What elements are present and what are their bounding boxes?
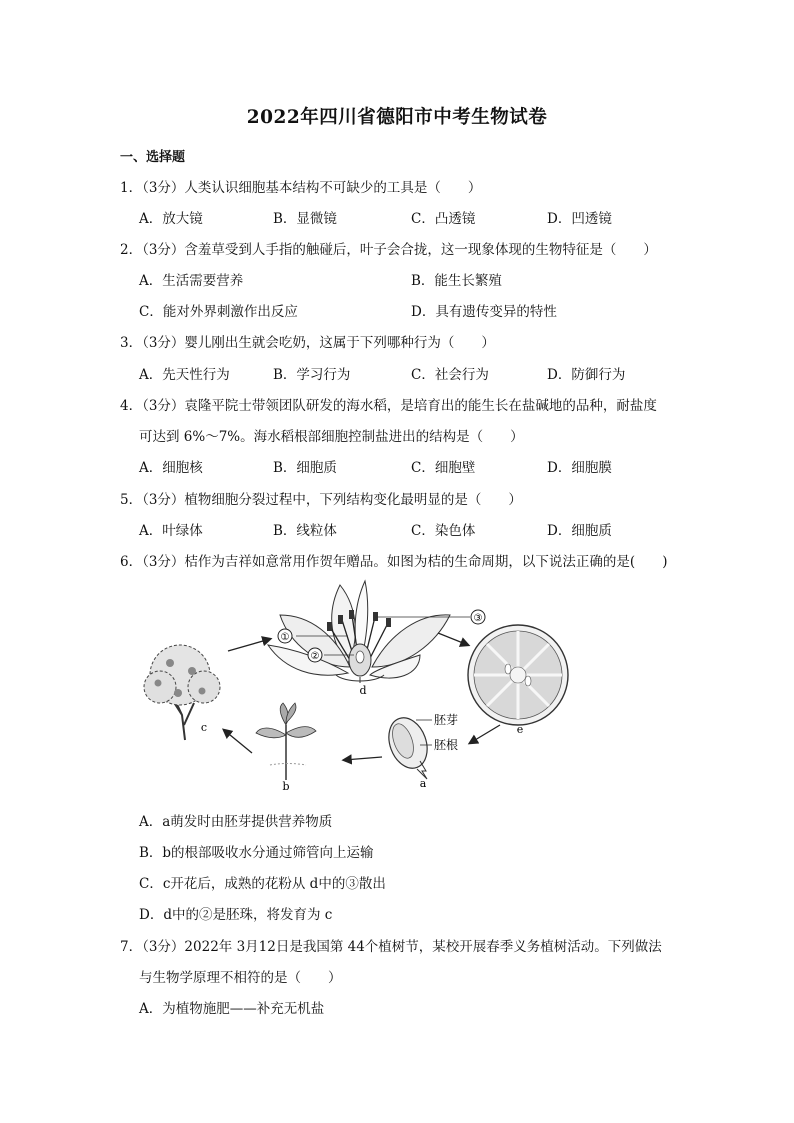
q2-option-d: D．具有遗传变异的特性: [411, 304, 557, 320]
question-1-stem: 1．（3分）人类认识细胞基本结构不可缺少的工具是（ ）: [120, 180, 482, 196]
q5-option-a: A．叶绿体: [139, 523, 203, 539]
label-c: c: [200, 721, 208, 734]
section-heading: 一、选择题: [120, 150, 186, 165]
arrow-e-to-a: [470, 725, 500, 743]
q6-option-b: B．b的根部吸收水分通过筛管向上运输: [139, 845, 374, 861]
arrow-c-to-d: [228, 639, 270, 651]
q5-option-c: C．染色体: [411, 523, 476, 539]
q2-option-c: C．能对外界刺激作出反应: [139, 304, 298, 320]
q1-option-a: A．放大镜: [139, 211, 203, 227]
label-e: e: [516, 723, 524, 736]
q7-option-a: A．为植物施肥——补充无机盐: [139, 1001, 325, 1017]
q3-option-c: C．社会行为: [411, 367, 489, 383]
q4-option-d: D．细胞膜: [547, 460, 612, 476]
q6-option-c: C．c开花后，成熟的花粉从 d中的③散出: [139, 876, 386, 892]
life-cycle-figure: [120, 575, 680, 800]
q3-option-a: A．先天性行为: [139, 367, 230, 383]
q4-option-b: B．细胞质: [273, 460, 337, 476]
q6-option-a: A．a萌发时由胚芽提供营养物质: [139, 814, 333, 830]
q4-option-c: C．细胞壁: [411, 460, 476, 476]
q5-option-d: D．细胞质: [547, 523, 612, 539]
label-a: a: [419, 777, 427, 790]
question-7-stem-line1: 7．（3分）2022年 3月12日是我国第 44个植树节，某校开展春季义务植树活动。下列做法: [120, 939, 662, 955]
label-radicle: 胚根: [434, 738, 459, 752]
question-4-stem-line2: 可达到 6%～7%。海水稻根部细胞控制盐进出的结构是（ ）: [139, 429, 524, 445]
q1-option-c: C．凸透镜: [411, 211, 476, 227]
label-b: b: [282, 780, 290, 793]
arrow-d-to-e: [438, 633, 468, 645]
label-d: d: [359, 684, 367, 697]
q2-option-a: A．生活需要营养: [139, 273, 244, 289]
question-6-stem: 6．（3分）桔作为吉祥如意常用作贺年赠品。如图为桔的生命周期，以下说法正确的是( ): [120, 554, 668, 570]
q3-option-d: D．防御行为: [547, 367, 626, 383]
q5-option-b: B．线粒体: [273, 523, 337, 539]
arrow-b-to-c: [224, 730, 252, 753]
q1-option-b: B．显微镜: [273, 211, 337, 227]
seedling-illustration: [256, 703, 316, 780]
label-two: ②: [310, 651, 320, 662]
question-3-stem: 3．（3分）婴儿刚出生就会吃奶，这属于下列哪种行为（ ）: [120, 335, 495, 351]
flower-illustration: [268, 581, 470, 683]
q1-option-d: D．凹透镜: [547, 211, 612, 227]
tree-illustration: [144, 645, 220, 740]
q4-option-a: A．细胞核: [139, 460, 203, 476]
q3-option-b: B．学习行为: [273, 367, 351, 383]
question-2-stem: 2．（3分）含羞草受到人手指的触碰后，叶子会合拢，这一现象体现的生物特征是（ ）: [120, 242, 657, 258]
page-title: 2022年四川省德阳市中考生物试卷: [246, 107, 548, 128]
q2-option-b: B．能生长繁殖: [411, 273, 502, 289]
fruit-cross-section: [468, 625, 568, 725]
question-4-stem-line1: 4．（3分）袁隆平院士带领团队研发的海水稻，是培育出的能生长在盐碱地的品种，耐盐度: [120, 398, 657, 414]
question-7-stem-line2: 与生物学原理不相符的是（ ）: [139, 970, 342, 986]
question-5-stem: 5．（3分）植物细胞分裂过程中，下列结构变化最明显的是（ ）: [120, 492, 522, 508]
arrow-a-to-b: [344, 757, 382, 760]
label-plumule: 胚芽: [434, 713, 459, 727]
seed-illustration: [382, 712, 434, 779]
label-three: ③: [473, 613, 483, 624]
q6-option-d: D．d中的②是胚珠，将发育为 c: [139, 907, 333, 923]
label-one: ①: [280, 632, 290, 643]
